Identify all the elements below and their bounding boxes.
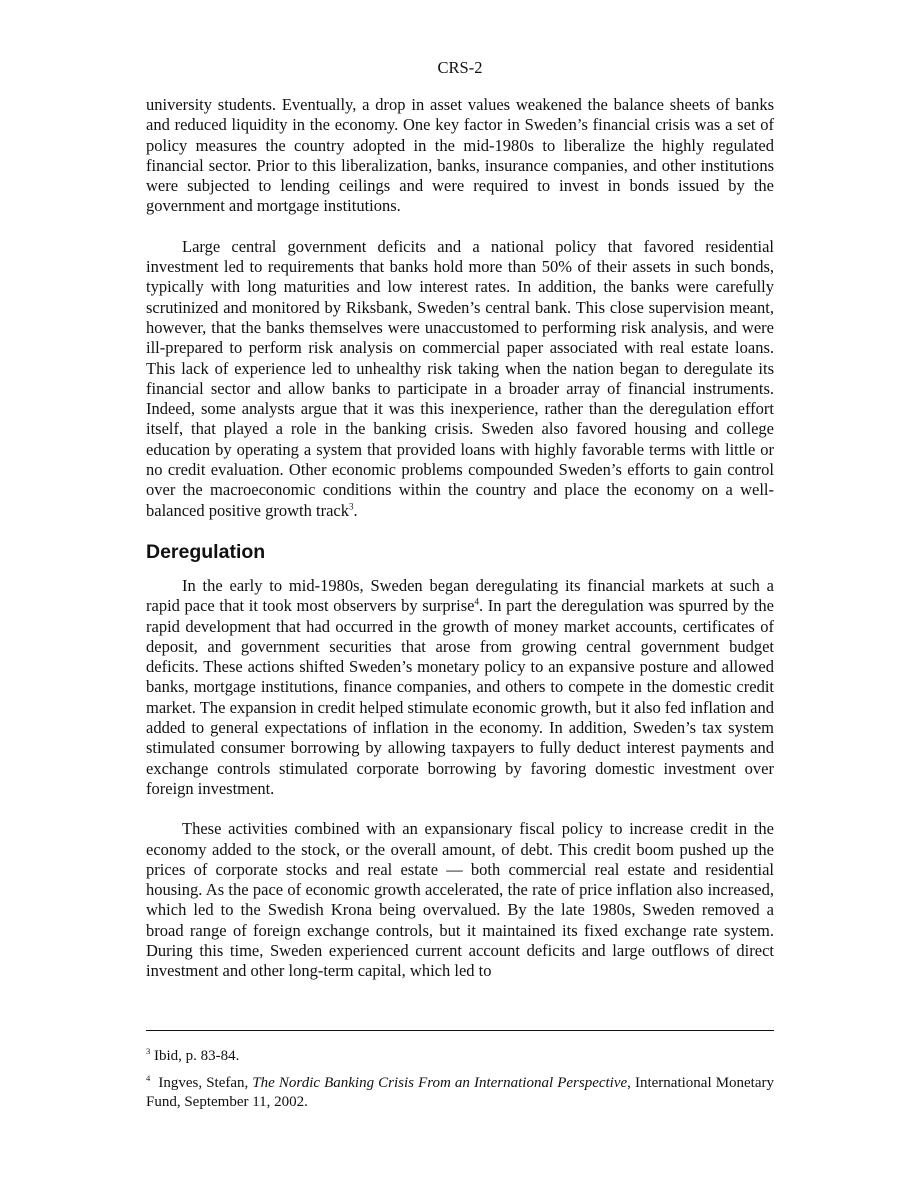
footnote-marker-3: 3 — [146, 1046, 151, 1056]
footnote-3-text: Ibid, p. 83-84. — [154, 1048, 240, 1064]
paragraph-3 — [146, 576, 774, 799]
footnote-ref-4[interactable]: 4 — [474, 596, 479, 607]
paragraph-2-end: . — [353, 500, 358, 520]
body-text — [146, 95, 774, 982]
footnote-4-title: The Nordic Banking Crisis From an International Perspective — [252, 1075, 628, 1091]
paragraph-1: university students. Eventually, a drop in asset values weakened the balance sheets of banks and reduced liquidity in the economy. One key factor in Sweden’s financial crisis was a set of policy measures the country adopted in the mid-1980s to liberalize the highly regulated financial sector. Prior to this liberalization, banks, insurance companies, and other institutions were subjected to lending ceilings and were required to invest in bonds issued by the government and mortgage institutions. — [146, 95, 774, 216]
paragraph-3-part2: . In part the deregulation was spurred by the rapid development that had occurred in the growth of money market accounts, certificates of deposit, and government securities that arose from growing central government budget deficits. These actions shifted Sweden’s monetary policy to an expansive posture and allowed banks, mortgage institutions, finance companies, and others to compete in the domestic credit market. The expansion in credit helped stimulate economic growth, but it also fed inflation and added to general expectations of inflation in the economy. In addition, Sweden’s tax system stimulated consumer borrowing by allowing taxpayers to fully deduct interest payments and exchange controls stimulated corporate borrowing by favoring domestic investment over foreign investment. — [146, 596, 774, 798]
paragraph-2-text: Large central government deficits and a national policy that favored residential investment led to requirements that banks hold more than 50% of their assets in such bonds, typically with long maturities and low interest rates. In addition, the banks were carefully scrutinized and monitored by Riksbank, Sweden’s central bank. This close supervision meant, however, that the banks themselves were unaccustomed to performing risk analysis, and were ill-prepared to perform risk analysis on commercial paper associated with real estate loans. This lack of experience led to unhealthy risk taking when the nation began to deregulate its financial sector and allow banks to participate in a broader array of financial instruments. Indeed, some analysts argue that it was this inexperience, rather than the deregulation effort itself, that played a role in the banking crisis. Sweden also favored housing and college education by operating a system that provided loans with highly favorable terms with little or no credit evaluation. Other economic problems compounded Sweden’s efforts to gain control over the macroeconomic conditions within the country and place the economy on a well-balanced positive growth track — [146, 236, 774, 520]
footnote-4-rest: , International Monetary Fund, September 11, 2002. — [146, 1075, 775, 1110]
footnote-divider — [146, 1030, 774, 1031]
paragraph-3-part1: In the early to mid-1980s, Sweden began deregulating its financial markets at such a rapid pace that it took most observers by surprise — [146, 575, 774, 616]
footnote-ref-3[interactable]: 3 — [348, 501, 354, 512]
page-label: CRS-2 — [437, 58, 483, 77]
footnote-3 — [146, 1047, 774, 1066]
section-heading-deregulation: Deregulation — [146, 540, 266, 563]
footnote-4 — [146, 1074, 774, 1112]
paragraph-2 — [146, 237, 774, 521]
paragraph-4: These activities combined with an expansionary fiscal policy to increase credit in the economy added to the stock, or the overall amount, of debt. This credit boom pushed up the prices of corporate stocks and real estate — both commercial real estate and residential housing. As the pace of economic growth accelerated, the rate of price inflation also increased, which led to the Swedish Krona being overvalued. By the late 1980s, Sweden removed a broad range of foreign exchange controls, but it maintained its fixed exchange rate system. During this time, Sweden experienced current account deficits and large outflows of direct investment and other long-term capital, which led to — [146, 819, 774, 981]
page-header — [0, 58, 920, 78]
footnote-4-author: Ingves, Stefan, — [158, 1075, 253, 1091]
footnotes — [146, 1047, 774, 1112]
footnote-marker-4: 4 — [146, 1073, 151, 1083]
